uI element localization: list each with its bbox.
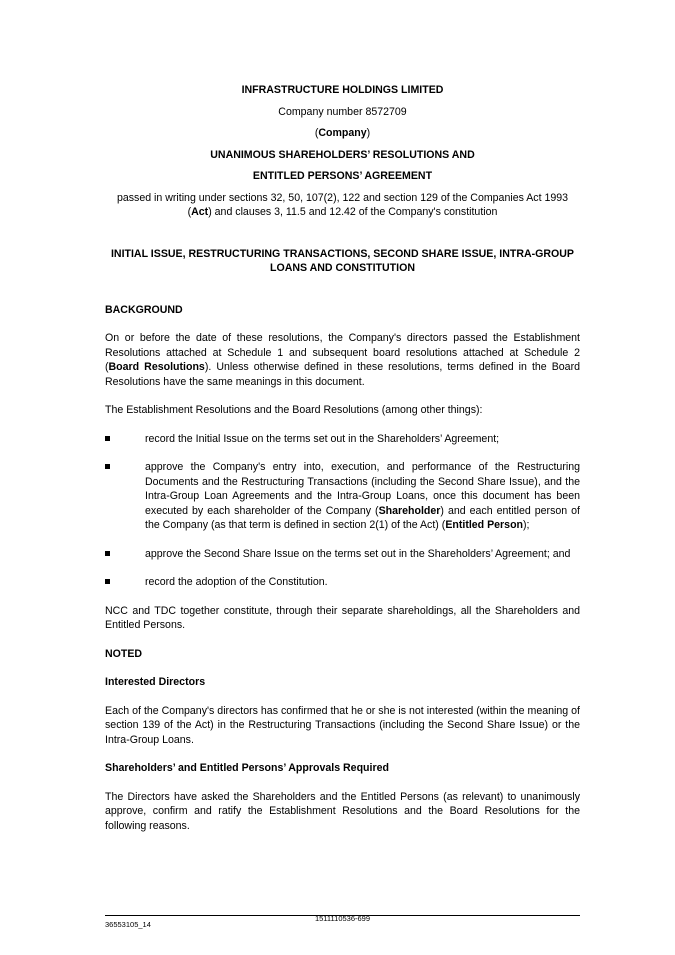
noted-paragraph-1: Each of the Company's directors has confirmed that he or she is not interested (within the meaning of section 139 of the Act) in the Restructuring Transactions (including the Second Share Issue) or the Intra-Group Loans. <box>105 704 580 746</box>
background-p1-text-2: ). Unless otherwise defined in these resolutions, terms defined in the Board Resolutions have the same meanings in this document. <box>105 361 580 388</box>
bullet-square-icon <box>105 436 110 441</box>
background-paragraph-1 <box>105 331 580 389</box>
bullet-text-2: ) and each entitled person of the Company (as that term is defined in section 2(1) of the Act) ( <box>145 504 580 531</box>
paren-open: ( <box>314 127 319 139</box>
bullet-text: record the Initial Issue on the terms set out in the Shareholders’ Agreement; <box>145 432 500 445</box>
defined-term-company: Company <box>318 127 367 139</box>
company-number: Company number 8572709 <box>278 105 407 118</box>
passed-text-1: passed in writing under sections 32, 50, 107(2), 122 and section 129 of the Companies Act 1993 ( <box>116 191 569 218</box>
footer-document-reference: 36553105_14 <box>105 920 151 929</box>
company-name: INFRASTRUCTURE HOLDINGS LIMITED <box>241 84 444 96</box>
bullet-text-1: approve the Company's entry into, execution, and performance of the Restructuring Documents and the Restructuring Transactions (including the Second Share Issue), and the Intra-Group Loan Agreements and the Intra-Group Loans, once this document has been executed by each shareholder of the Company ( <box>145 461 580 517</box>
list-item <box>105 432 580 447</box>
background-paragraph-3: NCC and TDC together constitute, through their separate shareholdings, all the Shareholders and Entitled Persons. <box>105 604 580 631</box>
defined-term-entitled-person: Entitled Person <box>445 519 524 531</box>
paren-close: ) <box>366 127 371 139</box>
defined-term-board-resolutions: Board Resolutions <box>108 361 205 373</box>
defined-term-shareholder: Shareholder <box>378 504 441 517</box>
defined-term-act: Act <box>191 206 209 218</box>
bullet-text: record the adoption of the Constitution. <box>145 576 328 588</box>
noted-paragraph-2: The Directors have asked the Shareholders and the Entitled Persons (as relevant) to unanimously approve, confirm and ratify the Establishment Resolutions and the Board Resolutions for the following reasons. <box>105 790 580 832</box>
bullet-square-icon <box>105 579 110 584</box>
list-item <box>105 460 580 533</box>
company-defined-term <box>105 126 580 141</box>
interested-directors-heading: Interested Directors <box>105 676 206 688</box>
list-item <box>105 575 580 590</box>
bullet-text-3: ); <box>523 519 530 531</box>
document-title-line2: ENTITLED PERSONS’ AGREEMENT <box>252 170 433 182</box>
background-p1-text-1: On or before the date of these resolutions, the Company's directors passed the Establishment Resolutions attached at Schedule 1 and subsequent board resolutions attached at Schedule 2 ( <box>105 332 580 373</box>
subject-heading: INITIAL ISSUE, RESTRUCTURING TRANSACTIONS, SECOND SHARE ISSUE, INTRA-GROUP LOANS AND CONSTITUTION <box>110 247 575 274</box>
bullet-square-icon <box>105 551 110 556</box>
approvals-required-heading: Shareholders’ and Entitled Persons’ Approvals Required <box>105 762 389 774</box>
passed-statement <box>105 191 580 220</box>
footer-center-reference: 1511110536-699 <box>314 914 371 923</box>
background-bullet-list <box>105 432 580 590</box>
list-item <box>105 547 580 562</box>
background-heading: BACKGROUND <box>105 303 183 316</box>
document-title-line1: UNANIMOUS SHAREHOLDERS’ RESOLUTIONS AND <box>210 148 475 161</box>
passed-text-2: ) and clauses 3, 11.5 and 12.42 of the Company's constitution <box>208 206 498 218</box>
bullet-square-icon <box>105 464 110 469</box>
background-paragraph-2: The Establishment Resolutions and the Board Resolutions (among other things): <box>105 404 483 416</box>
document-body <box>105 83 580 833</box>
noted-heading: NOTED <box>105 647 143 660</box>
bullet-text: approve the Second Share Issue on the terms set out in the Shareholders’ Agreement; and <box>145 547 571 560</box>
